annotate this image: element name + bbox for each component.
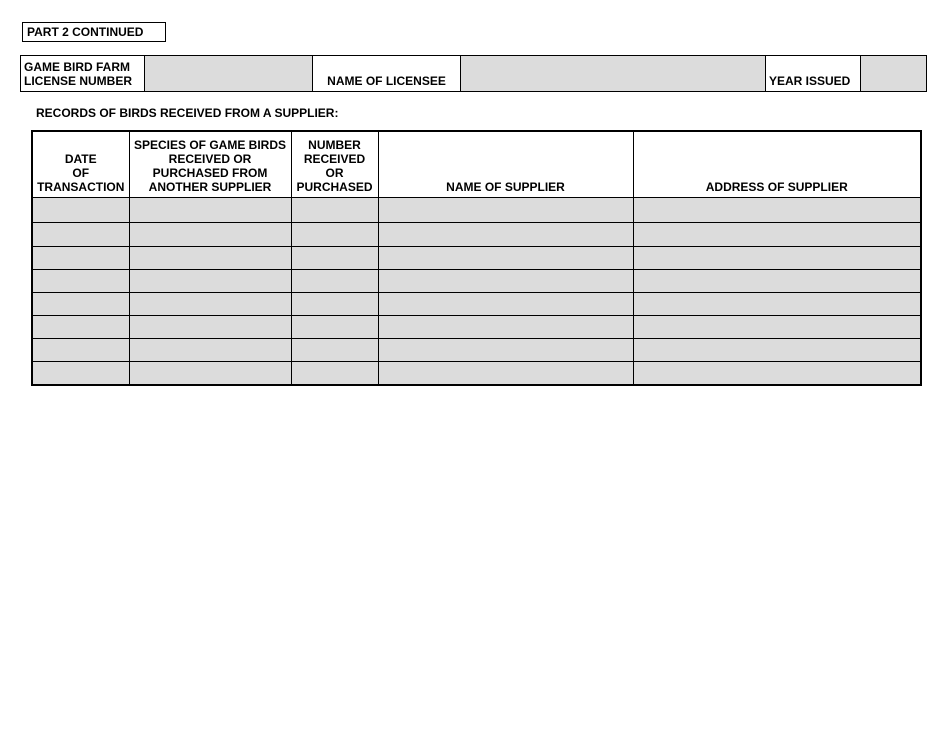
supplier-address-field[interactable]: [633, 198, 921, 223]
table-row: [32, 247, 921, 270]
supplier-name-field[interactable]: [378, 198, 633, 223]
table-row: [32, 270, 921, 293]
license-number-field[interactable]: [145, 56, 313, 92]
supplier-name-field[interactable]: [378, 293, 633, 316]
number-field[interactable]: [291, 339, 378, 362]
date-field[interactable]: [32, 316, 129, 339]
species-field[interactable]: [129, 339, 291, 362]
number-field[interactable]: [291, 293, 378, 316]
table-row: [32, 316, 921, 339]
date-field[interactable]: [32, 270, 129, 293]
species-field[interactable]: [129, 198, 291, 223]
table-row: [32, 198, 921, 223]
supplier-address-field[interactable]: [633, 247, 921, 270]
species-field[interactable]: [129, 247, 291, 270]
column-header-date: DATE OF TRANSACTION: [32, 131, 129, 198]
species-field[interactable]: [129, 362, 291, 386]
year-issued-label: YEAR ISSUED: [766, 56, 861, 92]
table-row: [32, 223, 921, 247]
licensee-name-field[interactable]: [461, 56, 766, 92]
supplier-address-field[interactable]: [633, 362, 921, 386]
species-field[interactable]: [129, 293, 291, 316]
column-header-species: SPECIES OF GAME BIRDS RECEIVED OR PURCHASED FROM ANOTHER SUPPLIER: [129, 131, 291, 198]
supplier-name-field[interactable]: [378, 223, 633, 247]
supplier-address-field[interactable]: [633, 293, 921, 316]
column-header-number: NUMBER RECEIVED OR PURCHASED: [291, 131, 378, 198]
date-field[interactable]: [32, 293, 129, 316]
column-header-supplier-address: ADDRESS OF SUPPLIER: [633, 131, 921, 198]
supplier-records-table: [31, 130, 922, 386]
number-field[interactable]: [291, 198, 378, 223]
species-field[interactable]: [129, 223, 291, 247]
date-field[interactable]: [32, 247, 129, 270]
table-row: [32, 293, 921, 316]
licensee-label: NAME OF LICENSEE: [313, 56, 461, 92]
number-field[interactable]: [291, 223, 378, 247]
table-row: [32, 339, 921, 362]
column-header-supplier-name: NAME OF SUPPLIER: [378, 131, 633, 198]
number-field[interactable]: [291, 316, 378, 339]
license-number-label: GAME BIRD FARM LICENSE NUMBER: [21, 56, 145, 92]
date-field[interactable]: [32, 339, 129, 362]
supplier-name-field[interactable]: [378, 316, 633, 339]
supplier-address-field[interactable]: [633, 316, 921, 339]
supplier-name-field[interactable]: [378, 247, 633, 270]
supplier-address-field[interactable]: [633, 223, 921, 247]
supplier-address-field[interactable]: [633, 270, 921, 293]
table-row: [32, 362, 921, 386]
supplier-address-field[interactable]: [633, 339, 921, 362]
supplier-name-field[interactable]: [378, 270, 633, 293]
date-field[interactable]: [32, 198, 129, 223]
date-field[interactable]: [32, 223, 129, 247]
supplier-name-field[interactable]: [378, 362, 633, 386]
number-field[interactable]: [291, 362, 378, 386]
supplier-name-field[interactable]: [378, 339, 633, 362]
part-label: PART 2 CONTINUED: [22, 22, 166, 42]
species-field[interactable]: [129, 316, 291, 339]
species-field[interactable]: [129, 270, 291, 293]
date-field[interactable]: [32, 362, 129, 386]
number-field[interactable]: [291, 270, 378, 293]
section-title: RECORDS OF BIRDS RECEIVED FROM A SUPPLIER:: [36, 106, 339, 120]
number-field[interactable]: [291, 247, 378, 270]
license-header-table: [20, 55, 927, 92]
year-issued-field[interactable]: [861, 56, 927, 92]
